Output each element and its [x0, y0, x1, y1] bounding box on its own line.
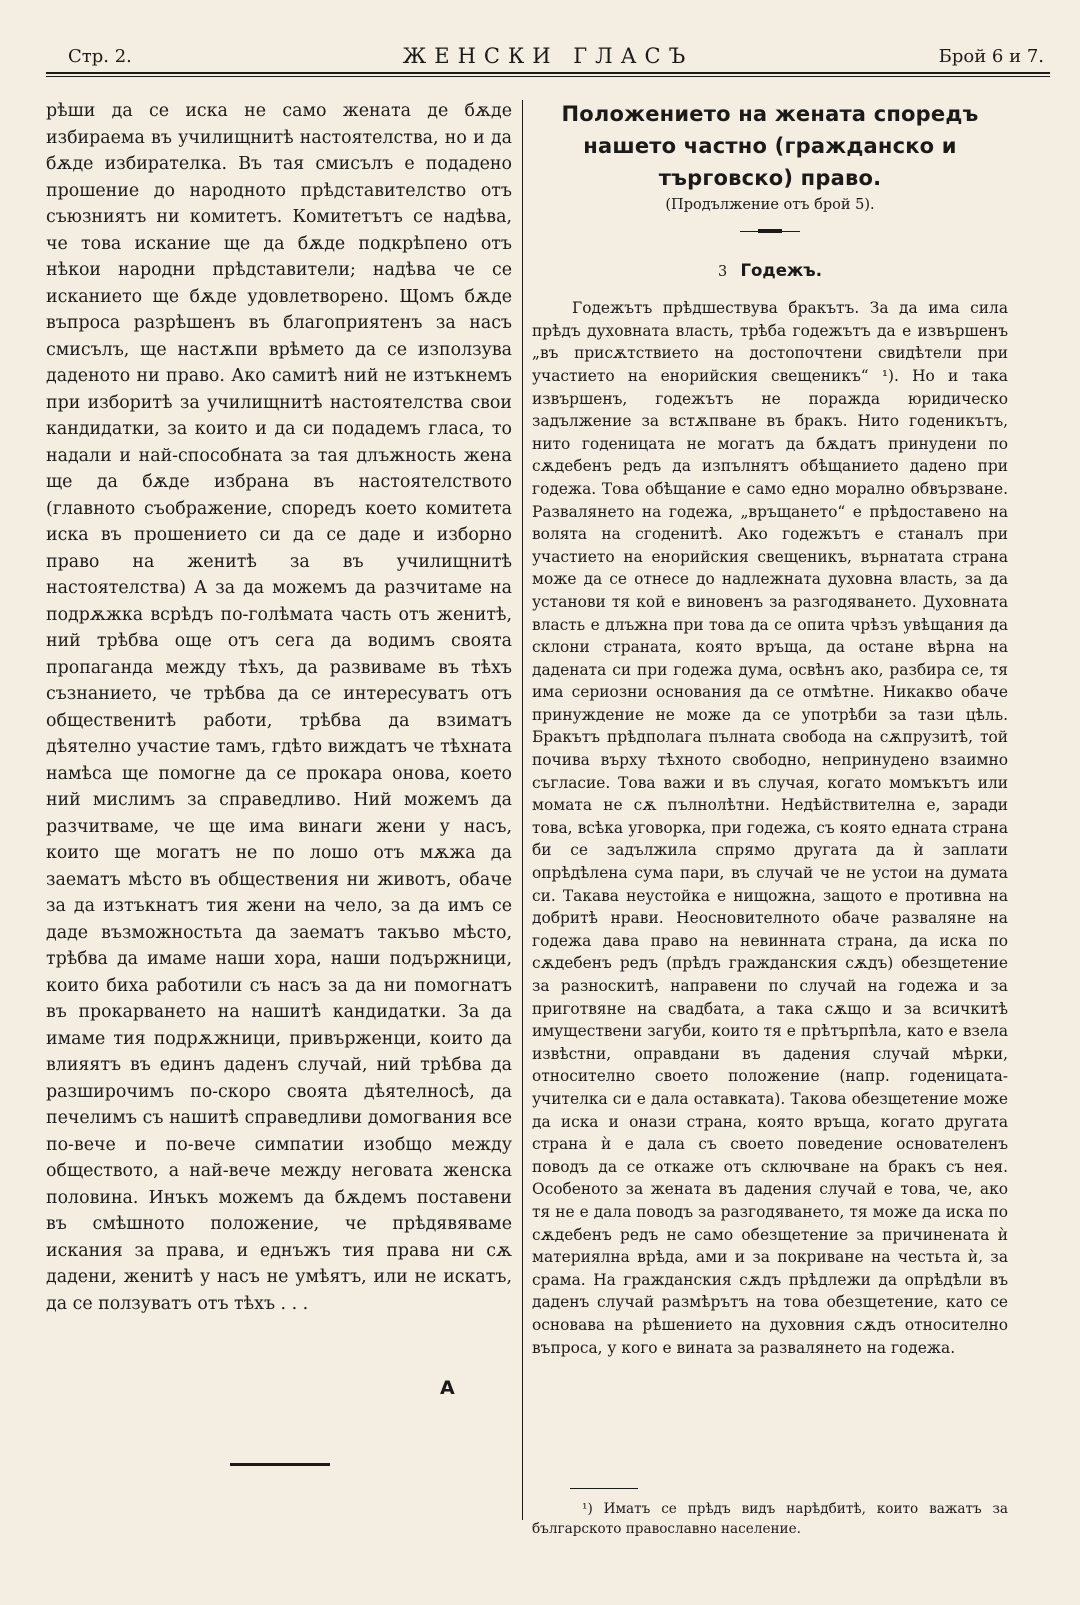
- section-heading: [532, 260, 1008, 284]
- article-signature: А: [440, 1377, 455, 1399]
- right-column: [532, 98, 1008, 1359]
- section-number: 3: [718, 263, 728, 280]
- left-article-text: рѣши да се иска не само жената де бѫде избираема въ училищнитѣ настоятелства, но и да бѫде избирателка. Въ тая смисълъ е подадено прошение до народното прѣдставителство отъ съюзниятъ ни комитетъ. Комитетътъ се надѣва, че това искание ще да бѫде подкрѣпено отъ нѣкои народни прѣдставители; надѣва че се исканието ще бѫде удовлетворено. Щомъ бѫде въпроса разрѣшенъ въ благоприятенъ за насъ смисълъ, ще настѫпи врѣмето да се използува даденото ни право. Ако самитѣ ний не изтъкнемъ при изборитѣ за училищнитѣ настоятелства свои кандидатки, за които и да си подадемъ гласа, то надали и най-способната за тая длъжность жена ще да бѫде избрана въ настоятелството (главното съображение, споредъ което комитета иска въ прошението си да се даде и изборно право на женитѣ за въ училищнитѣ настоятелства) А за да можемъ да разчитаме на подрѫжка всрѣдъ по-голѣмата часть отъ женитѣ, ний трѣбва още отъ сега да водимъ своята пропаганда между тѣхъ, да развиваме въ тѣхъ съзнанието, че трѣбва да се интересуватъ отъ общественитѣ работи, трѣбва да взиматъ дѣятелно участие тамъ, гдѣто виждатъ че тѣхната намѣса ще помогне да се прокара онова, което ний мислимъ за справедливо. Ний можемъ да разчитваме, че ще има винаги жени у насъ, които ще могатъ не по лошо отъ мѫжа да заематъ мѣсто въ обществения ни животъ, обаче за да изтъкнатъ тия жени на чело, за да имъ се даде възможностьта да заематъ такъво мѣсто, трѣбва да имаме наши хора, наши подържници, които биха работили съ насъ за да ни помогнатъ въ прокарването на нашитѣ кандидатки. За да имаме тия подрѫжници, привърженци, които да влияятъ въ единъ даденъ случай, ний трѣбва да разширочимъ по-скоро своята дѣятелносѣ, да печелимъ съ нашитѣ справедливи домогвания все по-вече и по-вече симпатии изобщо между обществото, а най-вече между неговата женска половина. Инъкъ можемъ да бѫдемъ поставени въ смѣшното положение, че прѣдявяваме искания за права, и еднъжъ тия права ни сѫ дадени, женитѣ у насъ не умѣятъ, или не искатъ, да се ползуватъ отъ тѣхъ . . .: [46, 101, 512, 1314]
- section-title: Годежъ.: [740, 260, 822, 280]
- column-divider: [522, 100, 523, 1520]
- right-article-text: Годежътъ прѣдшествува бракътъ. За да има сила прѣдъ духовната власть, трѣба годежътъ да е извършенъ „въ присѫтствието на достопочтени свидѣтели при участието на енорийския свещеникъ“ ¹). Но и така извършенъ, годежътъ не поражда юридическо задължение за встѫпване въ бракъ. Нито годеникътъ, нито годеницата не могатъ да бѫдатъ принудени по сѫдебенъ редъ да изпълнятъ обѣщанието дадено при годежа. Това обѣщание е само едно морално обвързване. Развалянето на годежа, „връщането“ е прѣдоставено на волята на сгоденитѣ. Ако годежътъ е станалъ при участието на енорийския свещеникъ, върнатата страна може да се отнесе до надлежната духовна власть, за да установи тя кой е виновенъ за разгодяването. Духовната власть е длъжна при това да се опита чрѣзъ увѣщания да склони страната, която връща, да остане вѣрна на дадената си при годежа дума, освѣнъ ако, разбира се, тя има сериозни основания да се отмѣтне. Никакво обаче принуждение не може да се употрѣби за тази цѣль. Бракътъ прѣдполага пълната свобода на сѫпрузитѣ, той почива върху тѣхното свободно, непринудено взаимно съгласие. Това важи и въ случая, когато момъкътъ или момата не сѫ пълнолѣтни. Недѣйствителна е, заради това, всѣка уговорка, при годежа, съ която едната страна би се задължила спрямо другата да ѝ заплати опрѣдѣлена сума пари, въ случай че не устои на думата си. Такава неустойка е нищожна, защото е противна на добритѣ нрави. Неосновителното обаче разваляне на годежа дава право на невинната страна, да иска по сѫдебенъ редъ (прѣдъ гражданския сѫдъ) обезщетение за разноскитѣ, направени по случай на годежа и за приготвяне на свадбата, а така сѫщо и за всичкитѣ имуществени загуби, които тя е прѣтърпѣла, като е взела извѣстни, оправдани въ дадения случай мѣрки, относително своето положение (напр. годеницата-учителка си е дала оставката). Такова обезщетение може да иска и онази страна, която връща, когато другата страна ѝ е дала съ своето поведение основателенъ поводъ да се откаже отъ сключване на бракъ съ нея. Особеното за жената въ дадения случай е това, че, ако тя не е дала поводъ за разгодяването, тя може да иска по сѫдебенъ редъ не само обезщетение за причинената ѝ материялна врѣда, ами и за покриване на честьта ѝ, за срама. На гражданския сѫдъ прѣдлежи да опрѣдѣли въ даденъ случай размѣрътъ на това обезщетение, като се основава на рѣшението на духовния сѫдъ относително въпроса, у кого е вината за развалянето на годежа.: [532, 299, 1008, 1357]
- header-rule-bottom: [46, 76, 1050, 77]
- footnote-rule: [570, 1488, 638, 1489]
- footnote: ¹) Иматъ се прѣдъ видъ нарѣдбитѣ, които важатъ за българското православно население.: [532, 1501, 1008, 1537]
- newspaper-title: ЖЕНСКИ ГЛАСЪ: [402, 44, 694, 68]
- ornament-divider: [740, 231, 800, 232]
- header-rule-top: [46, 72, 1050, 74]
- page-number: Стр. 2.: [68, 46, 132, 67]
- left-column: [46, 98, 512, 1317]
- issue-number: Брой 6 и 7.: [938, 46, 1044, 67]
- article-title: Положението на жената споредъ нашето частно (гражданско и търговско) право.: [561, 102, 979, 190]
- article-subtitle: (Продължение отъ брой 5).: [665, 197, 875, 213]
- page-header: [46, 40, 1050, 74]
- article-end-rule: [230, 1463, 330, 1466]
- ornament-bar: [758, 229, 782, 233]
